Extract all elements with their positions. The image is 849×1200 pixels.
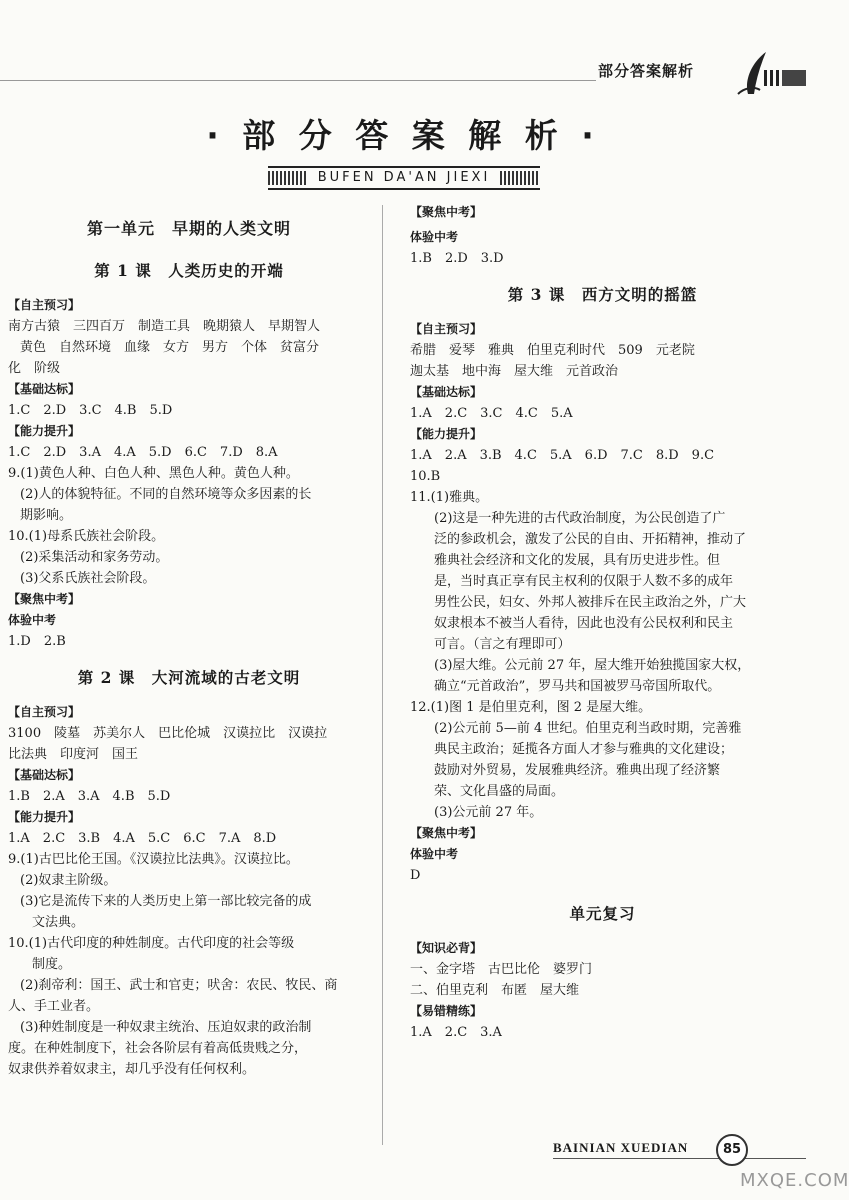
- header-rule: [0, 80, 596, 81]
- answer-line: 1.C 2.D 3.C 4.B 5.D: [8, 403, 173, 418]
- section-tag: 【基础达标】: [410, 385, 483, 399]
- answer-line: 1.A 2.C 3.B 4.A 5.C 6.C 7.A 8.D: [8, 831, 277, 846]
- answer-line: D: [410, 868, 421, 883]
- quill-logo-icon: [730, 50, 806, 96]
- footer-brand: BAINIAN XUEDIAN: [553, 1140, 689, 1155]
- section-tag: 【能力提升】: [8, 810, 81, 824]
- answer-line: 黄色 自然环境 血缘 女方 男方 个体 贫富分: [20, 340, 320, 355]
- answer-line: 比法典 印度河 国王: [8, 747, 139, 762]
- answer-line: 1.C 2.D 3.A 4.A 5.D 6.C 7.D 8.A: [8, 445, 278, 460]
- section-tag: 【自主预习】: [410, 322, 483, 336]
- answer-line: (2)采集活动和家务劳动。: [20, 550, 169, 565]
- answer-line: 9.(1)古巴比伦王国。《汉谟拉比法典》。汉谟拉比。: [8, 852, 299, 867]
- section-tag: 【聚焦中考】: [8, 592, 81, 606]
- lesson-title: 第 3 课 西方文明的摇篮: [507, 285, 698, 304]
- answer-line: 制度。: [32, 957, 72, 972]
- answer-line: 典民主政治；延揽各方面人才参与雅典的文化建设；: [434, 742, 734, 757]
- answer-line: 奴隶供养着奴隶主，却几乎没有任何权利。: [8, 1062, 256, 1077]
- section-tag: 【自主预习】: [8, 705, 81, 719]
- page-subtitle: BUFEN DA'AN JIEXI: [314, 170, 495, 185]
- exam-label: 体验中考: [410, 230, 459, 244]
- answer-line: (2)奴隶主阶级。: [20, 873, 117, 888]
- left-column: [8, 210, 370, 1080]
- answer-line: 1.A 2.A 3.B 4.C 5.A 6.D 7.C 8.D 9.C: [410, 448, 715, 463]
- answer-line: (3)它是流传下来的人类历史上第一部比较完备的成: [20, 894, 312, 909]
- answer-line: 度。在种姓制度下，社会各阶层有着高低贵贱之分，: [8, 1041, 308, 1056]
- answer-line: (3)公元前 27 年。: [434, 805, 543, 820]
- answer-line: 期影响。: [20, 508, 73, 523]
- answer-line: 化 阶级: [8, 361, 61, 376]
- answer-line: 希腊 爱琴 雅典 伯里克利时代 509 元老院: [410, 343, 695, 358]
- answer-line: 10.(1)古代印度的种姓制度。古代印度的社会等级: [8, 936, 295, 951]
- answer-line: 11.(1)雅典。: [410, 490, 489, 505]
- answer-line: 男性公民，妇女、外邦人被排斥在民主政治之外，广大: [434, 595, 747, 610]
- answer-line: 1.B 2.D 3.D: [410, 251, 504, 266]
- section-tag: 【能力提升】: [8, 424, 81, 438]
- answer-line: 鼓励对外贸易，发展雅典经济。雅典出现了经济繁: [434, 763, 721, 778]
- answer-line: (3)屋大维。公元前 27 年，屋大维开始独揽国家大权，: [434, 658, 751, 673]
- lesson-title: 第 1 课 人类历史的开端: [94, 261, 284, 280]
- right-column: [410, 202, 795, 1043]
- exam-label: 体验中考: [410, 847, 459, 861]
- exam-label: 体验中考: [8, 613, 57, 627]
- page-title: · 部 分 答 案 解 析 ·: [206, 116, 600, 155]
- answer-line: 10.B: [410, 469, 441, 484]
- answer-line: (2)刹帝利：国王、武士和官吏；吠舍：农民、牧民、商: [20, 978, 338, 993]
- section-tag: 【知识必背】: [410, 941, 483, 955]
- answer-line: 确立“元首政治”，罗马共和国被罗马帝国所取代。: [434, 679, 721, 694]
- answer-line: 9.(1)黄色人种、白色人种、黑色人种。黄色人种。: [8, 466, 299, 481]
- footer-rule: [553, 1158, 806, 1159]
- section-tag: 【基础达标】: [8, 382, 81, 396]
- answer-line: 泛的参政机会，激发了公民的自由、开拓精神，推动了: [434, 532, 747, 547]
- answer-line: 可言。（言之有理即可）: [434, 637, 571, 652]
- review-title: 单元复习: [569, 904, 636, 923]
- answer-line: 1.B 2.A 3.A 4.B 5.D: [8, 789, 171, 804]
- answer-line: 南方古猿 三四百万 制造工具 晚期猿人 早期智人: [8, 319, 321, 334]
- answer-line: 迦太基 地中海 屋大维 元首政治: [410, 364, 619, 379]
- answer-line: 12.(1)图 1 是伯里克利，图 2 是屋大维。: [410, 700, 652, 715]
- watermark: MXQE.COM: [740, 1170, 849, 1191]
- answer-line: 奴隶根本不被当人看待，因此也没有公民权利和民主: [434, 616, 734, 631]
- answer-line: (3)父系氏族社会阶段。: [20, 571, 156, 586]
- answer-line: 1.A 2.C 3.A: [410, 1025, 502, 1040]
- answer-line: 3100 陵墓 苏美尔人 巴比伦城 汉谟拉比 汉谟拉: [8, 726, 328, 741]
- section-tag: 【聚焦中考】: [410, 205, 483, 219]
- answer-line: 10.(1)母系氏族社会阶段。: [8, 529, 165, 544]
- section-tag: 【自主预习】: [8, 298, 81, 312]
- section-tag: 【易错精练】: [410, 1004, 483, 1018]
- answer-line: 文法典。: [32, 915, 85, 930]
- answer-line: (2)这是一种先进的古代政治制度，为公民创造了广: [434, 511, 726, 526]
- page-number: 85: [716, 1134, 748, 1166]
- header-section-title: 部分答案解析: [598, 62, 695, 80]
- section-tag: 【能力提升】: [410, 427, 483, 441]
- lesson-title: 第 2 课 大河流域的古老文明: [77, 668, 301, 687]
- answer-line: 1.A 2.C 3.C 4.C 5.A: [410, 406, 573, 421]
- answer-line: 人、手工业者。: [8, 999, 100, 1014]
- answer-line: (2)人的体貌特征。不同的自然环境等众多因素的长: [20, 487, 312, 502]
- unit-title: 第一单元 早期的人类文明: [86, 219, 291, 238]
- column-divider: [382, 205, 383, 1145]
- answer-line: 是，当时真正享有民主权利的仅限于人数不多的成年: [434, 574, 734, 589]
- answer-line: 1.D 2.B: [8, 634, 66, 649]
- answer-line: 一、金字塔 古巴比伦 婆罗门: [410, 962, 593, 977]
- answer-line: 二、伯里克利 布匿 屋大维: [410, 983, 580, 998]
- subtitle-bar: [268, 166, 540, 190]
- section-tag: 【聚焦中考】: [410, 826, 483, 840]
- answer-line: (3)种姓制度是一种奴隶主统治、压迫奴隶的政治制: [20, 1020, 312, 1035]
- section-tag: 【基础达标】: [8, 768, 81, 782]
- answer-line: 荣、文化昌盛的局面。: [434, 784, 565, 799]
- answer-line: (2)公元前 5—前 4 世纪。伯里克利当政时期，完善雅: [434, 721, 742, 736]
- answer-line: 雅典社会经济和文化的发展，具有历史进步性。但: [434, 553, 721, 568]
